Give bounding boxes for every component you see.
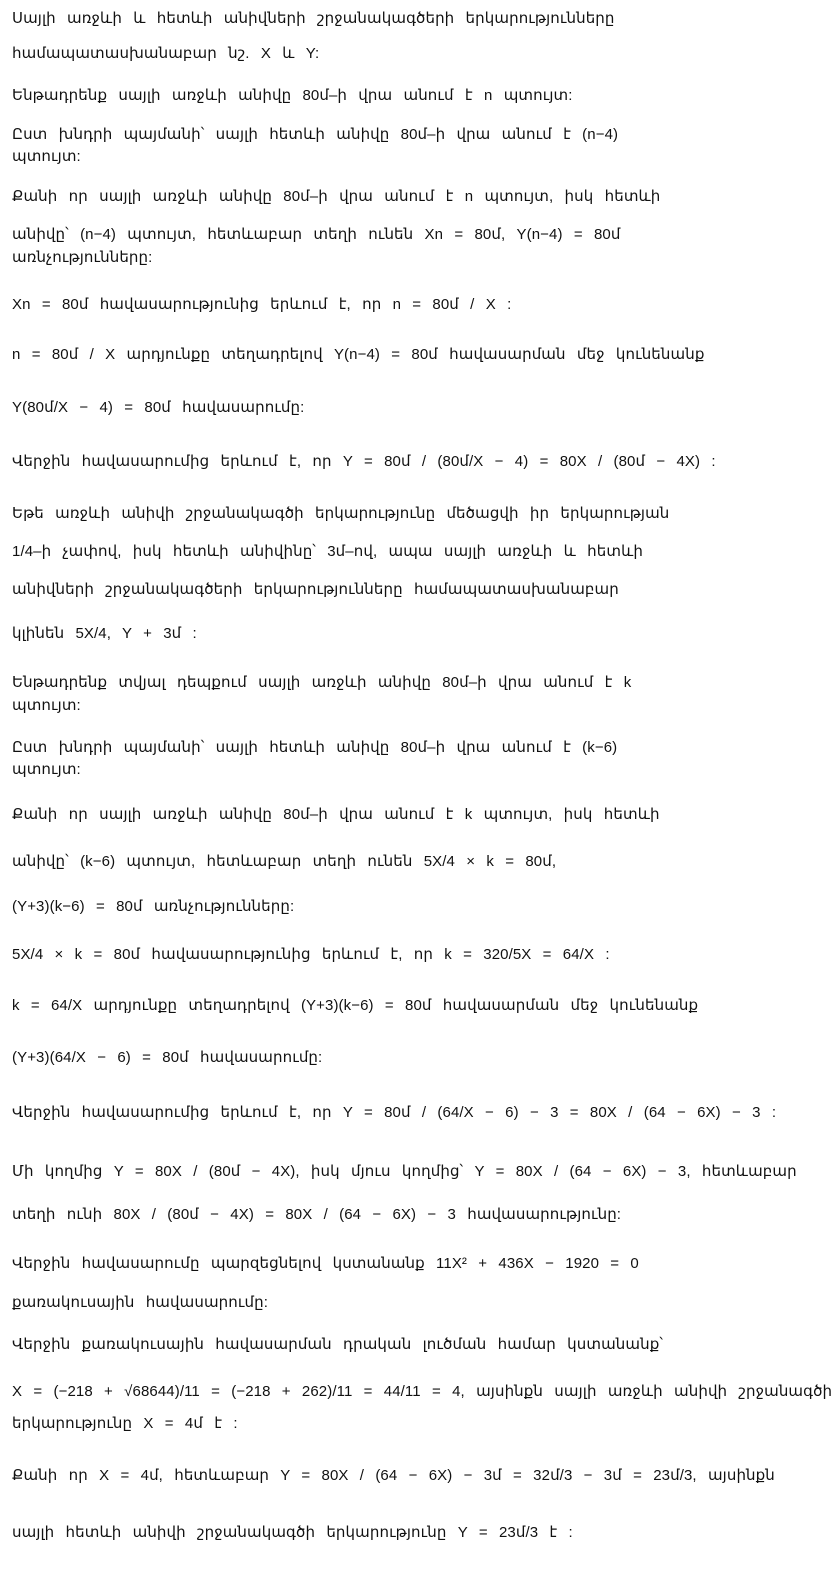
text-line-23: (Y+3)(k−6) = 80մ առնչությունները:	[12, 898, 295, 915]
text-line-33: X = (−218 + √68644)/11 = (−218 + 262)/11 = 44/11 = 4, այսինքն սայլի առջևի անիվի շրջանագծի	[12, 1383, 832, 1400]
text-line-16: կլինեն 5X/4, Y + 3մ :	[12, 625, 197, 642]
text-line-25: k = 64/X արդյունքը տեղադրելով (Y+3)(k−6) = 80մ հավասարման մեջ կունենանք	[12, 997, 699, 1014]
text-line-4: Ըստ խնդրի պայմանի՝ սայլի հետևի անիվը 80մ–ի վրա անում է (n−4)	[12, 126, 619, 143]
text-line-26: (Y+3)(64/X − 6) = 80մ հավասարումը:	[12, 1049, 323, 1066]
text-line-29: տեղի ունի 80X / (80մ − 4X) = 80X / (64 − 6X) − 3 հավասարությունը:	[12, 1206, 622, 1223]
text-line-17: Ենթադրենք տվյալ դեպքում սայլի առջևի անիվը 80մ–ի վրա անում է k	[12, 674, 632, 691]
text-line-3: Ենթադրենք սայլի առջևի անիվը 80մ–ի վրա անում է n պտույտ:	[12, 87, 573, 104]
text-line-12: Վերջին հավասարումից երևում է, որ Y = 80մ / (80մ/X − 4) = 80X / (80մ − 4X) :	[12, 453, 716, 470]
text-line-18: պտույտ:	[12, 697, 81, 714]
text-line-28: Մի կողմից Y = 80X / (80մ − 4X), իսկ մյուս կողմից՝ Y = 80X / (64 − 6X) − 3, հետևաբար	[12, 1163, 797, 1180]
text-line-1: Սայլի առջևի և հետևի անիվների շրջանակագծերի երկարությունները	[12, 10, 615, 27]
text-line-27: Վերջին հավասարումից երևում է, որ Y = 80մ / (64/X − 6) − 3 = 80X / (64 − 6X) − 3 :	[12, 1104, 777, 1121]
text-line-13: Եթե առջևի անիվի շրջանակագծի երկարությունը մեծացվի իր երկարության	[12, 505, 670, 522]
text-line-21: Քանի որ սայլի առջևի անիվը 80մ–ի վրա անում է k պտույտ, իսկ հետևի	[12, 806, 660, 823]
text-line-15: անիվների շրջանակագծերի երկարությունները համապատասխանաբար	[12, 581, 619, 598]
text-line-30: Վերջին հավասարումը պարզեցնելով կստանանք 11X² + 436X − 1920 = 0	[12, 1255, 639, 1272]
text-line-36: սայլի հետևի անիվի շրջանակագծի երկարությունը Y = 23մ/3 է :	[12, 1524, 573, 1541]
text-line-8: առնչությունները:	[12, 249, 153, 266]
text-line-19: Ըստ խնդրի պայմանի՝ սայլի հետևի անիվը 80մ–ի վրա անում է (k−6)	[12, 739, 618, 756]
text-line-5: պտույտ:	[12, 148, 81, 165]
text-line-24: 5X/4 × k = 80մ հավասարությունից երևում է, որ k = 320/5X = 64/X :	[12, 946, 610, 963]
text-line-7: անիվը՝ (n−4) պտույտ, հետևաբար տեղի ունեն Xn = 80մ, Y(n−4) = 80մ	[12, 226, 621, 243]
text-line-6: Քանի որ սայլի առջևի անիվը 80մ–ի վրա անում է n պտույտ, իսկ հետևի	[12, 188, 661, 205]
text-line-11: Y(80մ/X − 4) = 80մ հավասարումը:	[12, 399, 305, 416]
text-line-31: քառակուսային հավասարումը:	[12, 1294, 268, 1311]
text-line-32: Վերջին քառակուսային հավասարման դրական լուծման համար կստանանք՝	[12, 1336, 664, 1353]
text-line-20: պտույտ:	[12, 761, 81, 778]
text-line-35: Քանի որ X = 4մ, հետևաբար Y = 80X / (64 − 6X) − 3մ = 32մ/3 − 3մ = 23մ/3, այսինքն	[12, 1467, 775, 1484]
text-line-14: 1/4–ի չափով, իսկ հետևի անիվինը՝ 3մ–ով, ապա սայլի առջևի և հետևի	[12, 543, 643, 560]
text-line-9: Xn = 80մ հավասարությունից երևում է, որ n = 80մ / X :	[12, 296, 512, 313]
text-line-34: երկարությունը X = 4մ է :	[12, 1415, 238, 1432]
text-line-22: անիվը՝ (k−6) պտույտ, հետևաբար տեղի ունեն 5X/4 × k = 80մ,	[12, 853, 557, 870]
text-line-2: համապատասխանաբար նշ. X և Y:	[12, 45, 320, 62]
text-line-10: n = 80մ / X արդյունքը տեղադրելով Y(n−4) = 80մ հավասարման մեջ կունենանք	[12, 346, 705, 363]
